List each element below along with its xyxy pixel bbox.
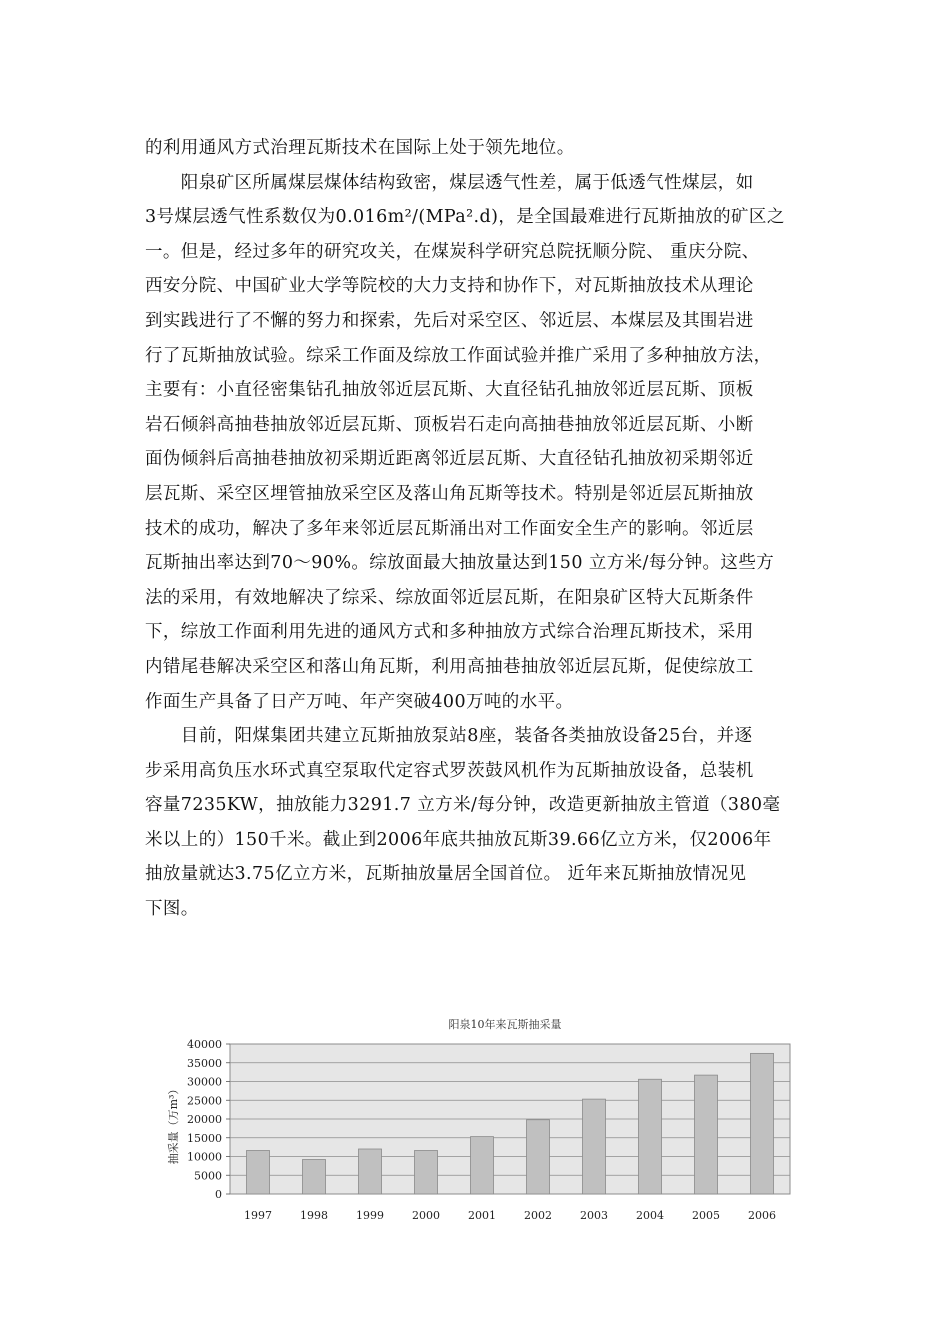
- y-tick-label: 15000: [187, 1131, 222, 1145]
- bar: [415, 1151, 438, 1195]
- y-tick-label: 10000: [187, 1150, 222, 1164]
- para-3-line: 米以上的）150千米。截止到2006年底共抽放瓦斯39.66亿立方米，仅2006年: [145, 829, 772, 850]
- bar: [359, 1149, 382, 1194]
- para-3-line: 步采用高负压水环式真空泵取代定容式罗茨鼓风机作为瓦斯抽放设备，总装机: [145, 760, 754, 781]
- para-3-line: 抽放量就达3.75亿立方米，瓦斯抽放量居全国首位。 近年来瓦斯抽放情况见: [145, 864, 747, 885]
- para-2-line: 层瓦斯、采空区埋管抽放采空区及落山角瓦斯等技术。特别是邻近层瓦斯抽放: [145, 483, 754, 504]
- y-tick-label: 0: [215, 1188, 222, 1201]
- bar: [247, 1151, 270, 1195]
- para-2-line: 主要有：小直径密集钻孔抽放邻近层瓦斯、大直径钻孔抽放邻近层瓦斯、顶板: [145, 380, 754, 401]
- bar: [639, 1079, 662, 1194]
- x-tick-label: 1999: [356, 1209, 384, 1222]
- para-2-line: 下，综放工作面利用先进的通风方式和多种抽放方式综合治理瓦斯技术，采用: [145, 622, 754, 643]
- chart-title: 阳泉10年来瓦斯抽采量: [448, 1018, 562, 1031]
- x-tick-label: 2004: [636, 1209, 664, 1222]
- para-2-line: 3号煤层透气性系数仅为0.016m²/(MPa².d)，是全国最难进行瓦斯抽放的矿区之: [145, 207, 785, 228]
- y-tick-label: 40000: [187, 1038, 222, 1051]
- bar: [471, 1137, 494, 1194]
- x-tick-label: 2005: [692, 1209, 720, 1222]
- para-2-line: 行了瓦斯抽放试验。综采工作面及综放工作面试验并推广采用了多种抽放方法，: [145, 345, 772, 366]
- y-tick-label: 5000: [194, 1169, 222, 1183]
- para-2-line: 岩石倾斜高抽巷抽放邻近层瓦斯、顶板岩石走向高抽巷抽放邻近层瓦斯、小断: [145, 414, 754, 435]
- y-tick-label: 30000: [187, 1075, 222, 1089]
- para-2-line: 到实践进行了不懈的努力和探索，先后对采空区、邻近层、本煤层及其围岩进: [145, 310, 754, 331]
- x-tick-label: 1997: [244, 1209, 272, 1222]
- para-2-line: 瓦斯抽出率达到70～90%。综放面最大抽放量达到150 立方米/每分钟。这些方: [145, 553, 775, 574]
- para-2-line: 技术的成功，解决了多年来邻近层瓦斯涌出对工作面安全生产的影响。邻近层: [145, 518, 754, 539]
- y-axis-label: 抽采量（万m³）: [167, 1083, 180, 1165]
- x-tick-label: 2003: [580, 1209, 608, 1222]
- bar: [695, 1075, 718, 1194]
- bar-chart-svg: [150, 1010, 800, 1225]
- gas-extraction-chart: [150, 1010, 800, 1225]
- para-1-line: 的利用通风方式治理瓦斯技术在国际上处于领先地位。: [145, 138, 575, 158]
- para-2-line: 内错尾巷解决采空区和落山角瓦斯，利用高抽巷抽放邻近层瓦斯，促使综放工: [145, 656, 754, 677]
- x-tick-label: 2000: [412, 1209, 440, 1222]
- x-tick-label: 2001: [468, 1209, 496, 1222]
- bar: [303, 1160, 326, 1195]
- para-3-line: 容量7235KW，抽放能力3291.7 立方米/每分钟，改造更新抽放主管道（380毫: [145, 795, 781, 816]
- x-tick-label: 1998: [300, 1209, 328, 1222]
- x-tick-label: 2006: [748, 1209, 776, 1222]
- para-2-line: 作面生产具备了日产万吨、年产突破400万吨的水平。: [145, 691, 574, 712]
- para-2-line: 西安分院、中国矿业大学等院校的大力支持和协作下，对瓦斯抽放技术从理论: [145, 276, 754, 297]
- bar: [527, 1120, 550, 1194]
- body-text: [145, 131, 813, 927]
- y-tick-label: 35000: [187, 1056, 222, 1070]
- y-tick-label: 20000: [187, 1113, 222, 1126]
- bar: [751, 1053, 774, 1194]
- para-3-line: 下图。: [145, 899, 199, 920]
- y-tick-label: 25000: [187, 1094, 222, 1108]
- x-tick-label: 2002: [524, 1209, 552, 1222]
- para-2-line: 一。但是，经过多年的研究攻关，在煤炭科学研究总院抚顺分院、 重庆分院、: [145, 241, 760, 262]
- para-2-line: 阳泉矿区所属煤层煤体结构致密，煤层透气性差，属于低透气性煤层，如: [145, 172, 754, 193]
- bar: [583, 1099, 606, 1194]
- para-2-line: 法的采用，有效地解决了综采、综放面邻近层瓦斯，在阳泉矿区特大瓦斯条件: [145, 587, 754, 608]
- para-2-line: 面伪倾斜后高抽巷抽放初采期近距离邻近层瓦斯、大直径钻孔抽放初采期邻近: [145, 449, 754, 470]
- para-3-line: 目前，阳煤集团共建立瓦斯抽放泵站8座，装备各类抽放设备25台，并逐: [145, 726, 753, 747]
